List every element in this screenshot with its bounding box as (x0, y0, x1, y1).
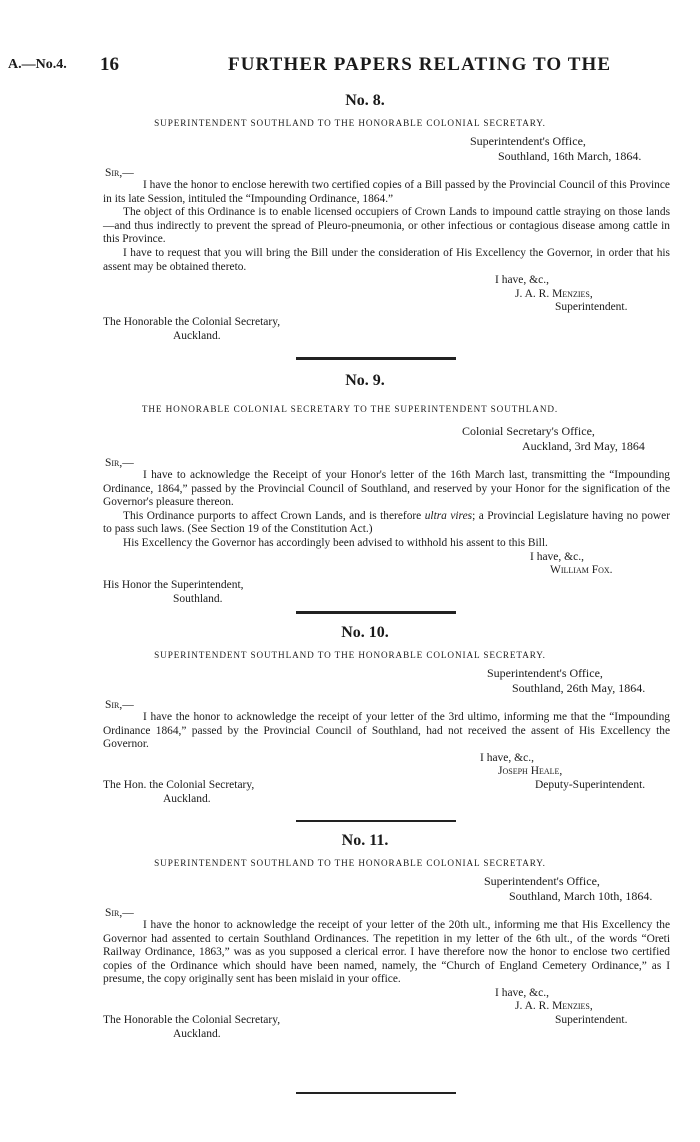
letter-body (103, 179, 670, 274)
address-line: Superintendent's Office, (470, 134, 586, 148)
letter-no-9 (0, 372, 700, 606)
letter-number: No. 8. (345, 92, 385, 109)
closing-line: I have, &c., (495, 274, 549, 287)
signatory: J. A. R. Menzies, (515, 287, 593, 300)
address-line: Southland, March 10th, 1864. (509, 889, 653, 903)
running-title: FURTHER PAPERS RELATING TO THE (228, 54, 612, 75)
paragraph: I have the honor to enclose herewith two certified copies of a Bill passed by the Provincial Council of this Province in its late Session, intituled the “Impounding Ordinance, 1864.” (103, 179, 670, 205)
paragraph: I have the honor to acknowledge the receipt of your letter of the 20th ult., informing me that His Excellency the Governor had assented to certain Southland Ordinances. The repetition in my letter of the 6th ult., of the words “Oreti Railway Ordinance, 1863,” was as you supposed a clerical error. I have therefore now the honor to enclose two certified copies of the Ordinance which should have been named, namely, the “Church of England Cemetery Ordinance,” as I presume, the copy originally sent has been mislaid in your office. (103, 919, 670, 986)
paragraph: I have the honor to acknowledge the receipt of your letter of the 3rd ultimo, informing me that the “Impounding Ordinance 1864,” passed by the Provincial Council of Southland, had not received the assent of His Excellency the Governor. (103, 711, 670, 751)
letter-no-8 (0, 92, 700, 343)
paragraph: The object of this Ordinance is to enable licensed occupiers of Crown Lands to impound cattle straying on those lands—and thus indirectly to prevent the spread of Pleuro-pneumonia, or other infectious or contagious disease among cattle in this Province. (103, 206, 670, 246)
section-divider (296, 357, 456, 360)
letter-subheading: SUPERINTENDENT SOUTHLAND TO THE HONORABLE COLONIAL SECRETARY. (154, 650, 546, 660)
salutation: Sir,— (105, 167, 134, 179)
addressee (103, 315, 700, 343)
letter-subheading: SUPERINTENDENT SOUTHLAND TO THE HONORABLE COLONIAL SECRETARY. (154, 858, 546, 868)
paragraph: His Excellency the Governor has accordingly been advised to withhold his assent to this Bill. (123, 536, 548, 549)
sender-address (484, 874, 700, 904)
address-line: Superintendent's Office, (484, 874, 600, 888)
addressee-line: Southland. (173, 592, 223, 605)
letter-subheading: THE HONORABLE COLONIAL SECRETARY TO THE SUPERINTENDENT SOUTHLAND. (141, 404, 559, 414)
sender-address (487, 666, 700, 696)
paragraph: I have to acknowledge the Receipt of your Honor's letter of the 16th March last, transmitting the “Impounding Ordinance, 1864,” passed by the Provincial Council of Southland, and reserved by your Honor for the signification of the Governor's pleasure thereon. (103, 469, 670, 509)
signatory-title: Deputy-Superintendent. (535, 778, 646, 791)
page-header (0, 54, 700, 84)
letter-body (103, 919, 670, 987)
letter-body (103, 711, 670, 752)
address-line: Colonial Secretary's Office, (462, 424, 595, 438)
closing-line: I have, &c., (480, 751, 534, 764)
closing-line: I have, &c., (495, 986, 549, 999)
signatory: J. A. R. Menzies, (515, 1000, 593, 1013)
paragraph: This Ordinance purports to affect Crown Lands, and is therefore ultra vires; a Provincial Legislature having no power to pass such laws. (See Section 19 of the Constitution Act.) (103, 509, 670, 536)
signatory: William Fox. (550, 564, 613, 577)
letter-number: No. 9. (345, 372, 385, 389)
address-line: Auckland, 3rd May, 1864 (522, 439, 645, 453)
salutation: Sir,— (105, 907, 134, 919)
addressee-line: The Honorable the Colonial Secretary, (103, 315, 281, 328)
address-line: Southland, 26th May, 1864. (512, 681, 646, 695)
section-divider (296, 1092, 456, 1094)
letter-body (103, 469, 670, 551)
addressee-line: The Honorable the Colonial Secretary, (103, 1014, 281, 1027)
address-line: Superintendent's Office, (487, 666, 603, 680)
page-reference: A.—No.4. (8, 57, 67, 72)
addressee-line: His Honor the Superintendent, (103, 578, 244, 591)
letter-no-11 (0, 832, 700, 1041)
signatory: Joseph Heale, (498, 765, 563, 778)
letter-number: No. 11. (341, 832, 389, 849)
address-line: Southland, 16th March, 1864. (498, 149, 642, 163)
addressee (103, 578, 700, 606)
latin-phrase: ultra vires (424, 509, 473, 522)
sender-address (470, 134, 700, 164)
letter-closing (480, 274, 700, 315)
salutation: Sir,— (105, 457, 134, 469)
section-divider (296, 611, 456, 614)
salutation: Sir,— (105, 699, 134, 711)
paragraph: I have to request that you will bring the Bill under the consideration of His Excellency the Governor, in order that his assent may be obtained thereto. (103, 246, 670, 273)
letter-closing (530, 551, 700, 578)
signatory-title: Superintendent. (555, 301, 628, 314)
section-divider (296, 820, 456, 822)
addressee-line: The Hon. the Colonial Secretary, (103, 779, 255, 792)
letter-subheading: SUPERINTENDENT SOUTHLAND TO THE HONORABLE COLONIAL SECRETARY. (154, 118, 546, 128)
addressee-line: Auckland. (173, 329, 221, 342)
addressee-line: Auckland. (163, 793, 211, 806)
letter-no-10 (0, 624, 700, 806)
closing-line: I have, &c., (530, 550, 584, 563)
addressee-line: Auckland. (173, 1028, 221, 1041)
page-number: 16 (100, 54, 119, 75)
letter-number: No. 10. (341, 624, 389, 641)
signatory-title: Superintendent. (555, 1013, 628, 1026)
sender-address (462, 424, 700, 454)
